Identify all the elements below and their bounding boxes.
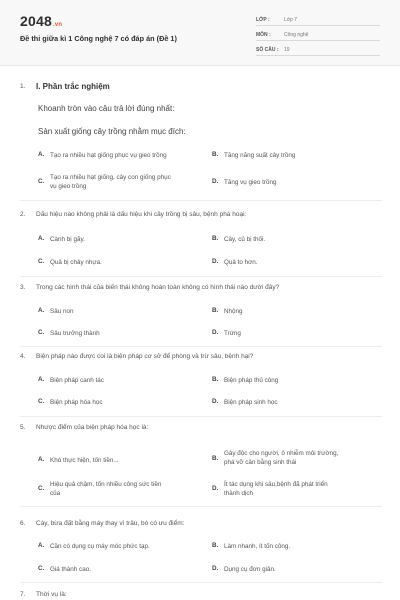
page-title: Đề thi giữa kì 1 Công nghệ 7 có đáp án (Đề 1) [20, 34, 177, 43]
meta-count-value: 19 [284, 46, 290, 53]
divider [20, 346, 382, 347]
option-letter: A. [38, 456, 45, 463]
logo-main: 2048 [20, 13, 52, 29]
option-text-line: Tạo ra nhiều hạt giống, cây con giống phục [50, 174, 171, 181]
option-text-line: phá vỡ cân bằng sinh thái [224, 459, 297, 466]
option-text-line: thành dịch [224, 490, 254, 497]
option-text: Biện pháp sinh học [224, 399, 278, 406]
meta-subject-label: MÔN : [256, 31, 271, 38]
exam-content [0, 66, 400, 600]
question-text: Dấu hiệu nào không phải là dấu hiệu khi cây trồng bị sâu, bệnh phá hoại: [36, 211, 247, 218]
section-title: I. Phần trắc nghiệm [36, 82, 110, 91]
option-text: Cành bị gãy. [50, 236, 85, 243]
option-text: Tăng vụ gieo trồng [224, 179, 277, 186]
option-letter: D. [212, 398, 219, 405]
option-letter: D. [212, 178, 219, 185]
page-header [0, 0, 400, 66]
option-text: Sâu non [50, 308, 74, 315]
option-text: Biện pháp thủ công [224, 377, 279, 384]
divider [20, 276, 382, 277]
option-text-line: Gây độc cho người, ô nhiễm môi trường, [224, 450, 339, 457]
question-number: 2. [20, 211, 26, 218]
question-number: 4. [20, 353, 26, 360]
option-letter: C. [38, 565, 45, 572]
option-letter: D. [212, 329, 219, 336]
question-number: 1. [20, 83, 26, 90]
site-logo[interactable] [20, 13, 62, 29]
option-letter: C. [38, 178, 45, 185]
option-text: Tăng năng suất cây trồng [224, 152, 296, 159]
option-letter: B. [212, 235, 219, 242]
option-letter: B. [212, 307, 219, 314]
option-letter: A. [38, 542, 45, 549]
option-text: Tạo ra nhiều hạt giống phục vụ gieo trồng [50, 152, 167, 159]
option-text: Trứng [224, 330, 241, 337]
option-letter: A. [38, 235, 45, 242]
divider [20, 416, 382, 417]
option-text: Biện pháp hóa học [50, 399, 103, 406]
option-letter: C. [38, 485, 45, 492]
question-text: Nhược điểm của biện pháp hóa học là: [36, 424, 149, 431]
option-letter: B. [212, 376, 219, 383]
option-text: Dụng cụ đơn giản. [224, 566, 276, 573]
option-letter: D. [212, 485, 219, 492]
option-letter: A. [38, 307, 45, 314]
meta-class-label: LỚP : [256, 16, 270, 23]
logo-domain: .vn [52, 22, 63, 28]
meta-count-label: SỐ CÂU : [256, 46, 279, 53]
meta-subject-value: Công nghệ [284, 31, 309, 38]
option-text: Sâu trưởng thành [50, 330, 100, 337]
question-number: 6. [20, 520, 26, 527]
question-stem: Sản xuất giống cây trồng nhằm mục đích: [38, 127, 186, 136]
question-text: Thời vụ là: [36, 591, 67, 598]
option-text: Cần có dụng cụ máy móc phức tạp. [50, 543, 150, 550]
option-text: Nhộng [224, 308, 243, 315]
question-text: Trong các hình thái của biến thái không hoàn toàn không có hình thái nào dưới đây? [36, 284, 280, 291]
question-text: Cày, bừa đất bằng máy thay vì trâu, bò có ưu điểm: [36, 520, 185, 527]
meta-class [256, 14, 380, 26]
instruction: Khoanh tròn vào câu trả lời đúng nhất: [38, 104, 175, 113]
option-letter: C. [38, 398, 45, 405]
divider [20, 200, 382, 201]
option-text-line: vụ gieo trồng [50, 183, 87, 190]
question-text: Biện pháp nào được coi là biện pháp cơ sở để phòng và trừ sâu, bệnh hại? [36, 353, 254, 360]
option-letter: A. [38, 376, 45, 383]
meta-subject [256, 29, 380, 41]
option-text: Khó thực hiện, tốn tiền... [50, 457, 119, 464]
option-text: Quả to hơn. [224, 259, 258, 266]
option-letter: C. [38, 258, 45, 265]
option-letter: B. [212, 151, 219, 158]
meta-question-count [256, 44, 380, 56]
option-letter: C. [38, 329, 45, 336]
option-letter: B. [212, 542, 219, 549]
option-text-line: của [50, 490, 61, 497]
question-number: 7. [20, 591, 26, 598]
option-text: Quả bị chảy nhựa. [50, 259, 102, 266]
meta-class-value: Lớp 7 [284, 16, 298, 23]
option-text: Làm nhanh, ít tốn công. [224, 543, 291, 550]
option-text: Cây, củ bị thối. [224, 236, 266, 243]
option-letter: B. [212, 455, 219, 462]
option-letter: D. [212, 258, 219, 265]
option-text: Biện pháp canh tác [50, 377, 104, 384]
option-text-line: Ít tác dụng khi sâu,bệnh đã phát triển [224, 481, 328, 488]
divider [20, 582, 382, 583]
option-letter: A. [38, 151, 45, 158]
option-text-line: Hiệu quả chậm, tốn nhiều công sức tiền [50, 481, 162, 488]
option-letter: D. [212, 565, 219, 572]
divider [20, 506, 382, 507]
option-text: Giá thành cao. [50, 566, 91, 573]
question-number: 3. [20, 284, 26, 291]
question-number: 5. [20, 424, 26, 431]
